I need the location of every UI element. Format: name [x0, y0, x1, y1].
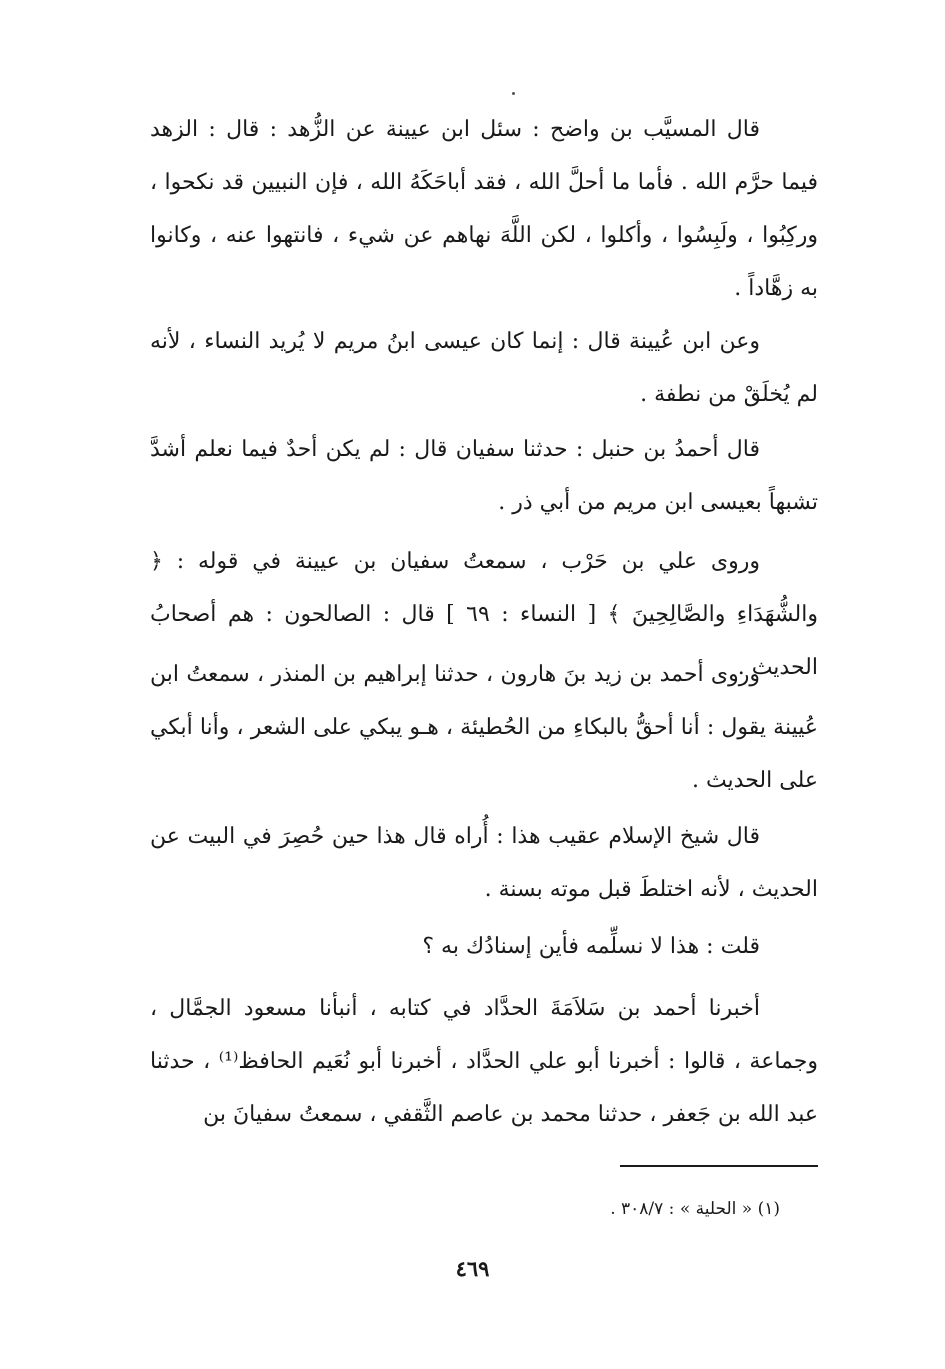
- paragraph-akhbarana: [150, 982, 818, 1141]
- page-number: ٤٦٩: [455, 1256, 490, 1281]
- paragraph-isa: [150, 315, 818, 421]
- paragraph-text: وروى أحمد بن زيد بنَ هارون ، حدثنا إبراهيم بن المنذر ، سمعتُ ابن عُيينة يقول : أنا أحقُّ بالبكاءِ من الحُطيئة ، هـو يبكي على الشعر ، وأنا أبكي على الحديث .: [150, 662, 818, 793]
- paragraph-zuhd: [150, 103, 818, 315]
- paragraph-text: وروى علي بن حَرْب ، سمعتُ سفيان بن عيينة في قوله : ﴿ والشُّهَدَاءِ والصَّالِحِينَ ﴾ [ النساء : ٦٩ ] قال : الصالحون : هم أصحابُ الحديث .: [150, 549, 818, 680]
- paragraph-qultu: [150, 920, 818, 973]
- paragraph-shaykh-islam: [150, 810, 818, 916]
- scan-speck: [512, 92, 515, 95]
- paragraph-text: وعن ابن عُيينة قال : إنما كان عيسى ابنُ مريم لا يُريد النساء ، لأنه لم يُخلَقْ من نطفة .: [150, 329, 818, 407]
- footnote: (١) « الحلية » : ٣٠٨/٧ .: [610, 1199, 780, 1219]
- paragraph-text: قلت : هذا لا نسلِّمه فأين إسنادُك به ؟: [422, 934, 760, 959]
- paragraph-text: أخبرنا أحمد بن سَلاَمَةَ الحدَّاد في كتابه ، أنبأنا مسعود الجمَّال ، وجماعة ، قالوا : أخبرنا أبو علي الحدَّاد ، أخبرنا أبو نُعَيم الحافظ⁽¹⁾ ، حدثنا عبد الله بن جَعفر ، حدثنا محمد بن عاصم الثَّقفي ، سمعتُ سفيانَ بن: [150, 996, 819, 1127]
- paragraph-ahmad-hanbal: [150, 423, 818, 529]
- paragraph-text: قال المسيَّب بن واضح : سئل ابن عيينة عن الزُّهد : قال : الزهد فيما حرَّم الله . فأما ما أحلَّ الله ، فقد أباحَكَهُ الله ، فإن النبيين قد نكحوا ، وركِبُوا ، ولَبِسُوا ، وأكلوا ، لكن اللَّهَ نهاهم عن شيء ، فانتهوا عنه ، وكانوا به زهَّاداً .: [150, 117, 818, 301]
- paragraph-text: قال أحمدُ بن حنبل : حدثنا سفيان قال : لم يكن أحدٌ فيما نعلم أشدَّ تشبهاً بعيسى ابن مريم من أبي ذر .: [150, 437, 818, 515]
- paragraph-text: قال شيخ الإسلام عقيب هذا : أُراه قال هذا حين حُصِرَ في البيت عن الحديث ، لأنه اختلطَ قبل موته بسنة .: [150, 824, 818, 902]
- footnote-divider: [620, 1165, 818, 1167]
- paragraph-ahmad-zayd: [150, 648, 818, 807]
